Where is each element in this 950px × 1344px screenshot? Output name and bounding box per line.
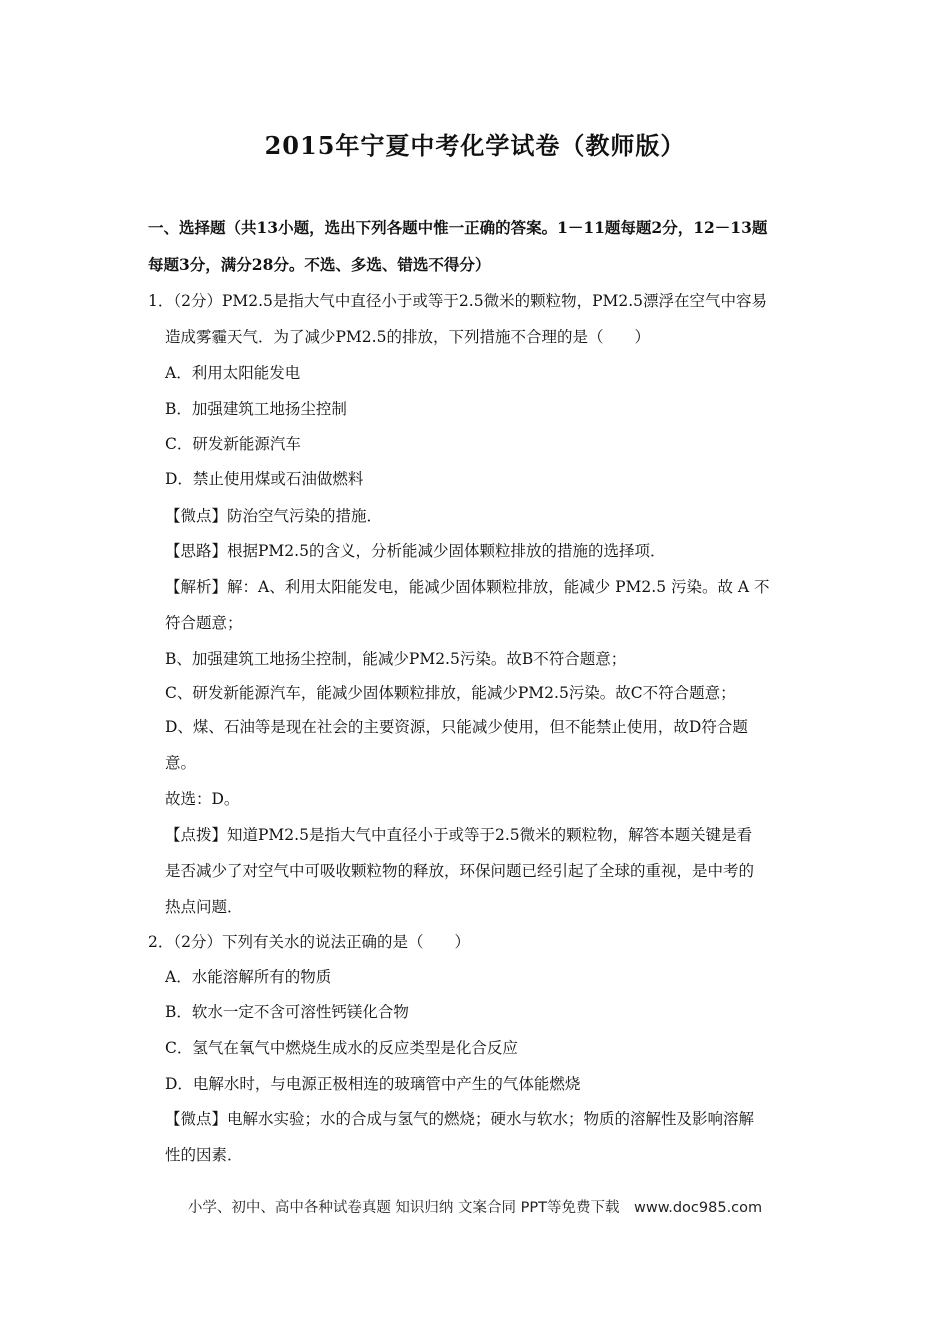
question-2-stem: 2．（2分）下列有关水的说法正确的是（ ）: [148, 933, 470, 951]
question-2-option-c: C．氢气在氧气中燃烧生成水的反应类型是化合反应: [165, 1039, 518, 1057]
question-1-weidian: 【微点】防治空气污染的措施．: [165, 507, 383, 525]
question-2-option-b: B．软水一定不含可溶性钙镁化合物: [165, 1003, 409, 1021]
question-1-jiexi-line-5: D、煤、石油等是现在社会的主要资源，只能减少使用，但不能禁止使用，故D符合题: [165, 718, 748, 736]
question-1-option-d: D．禁止使用煤或石油做燃料: [165, 470, 364, 488]
question-1-jiexi-line-3: B、加强建筑工地扬尘控制，能减少PM2.5污染。故B不符合题意；: [165, 650, 627, 668]
question-2-option-d: D．电解水时，与电源正极相连的玻璃管中产生的气体能燃烧: [165, 1075, 581, 1093]
section-header-line-2: 每题3分，满分28分。不选、多选、错选不得分）: [148, 255, 491, 274]
question-2-weidian-line-2: 性的因素．: [165, 1146, 243, 1164]
question-1-dianbo-line-1: 【点拨】知道PM2.5是指大气中直径小于或等于2.5微米的颗粒物，解答本题关键是看: [165, 826, 753, 844]
section-header-line-1: 一、选择题（共13小题，选出下列各题中惟一正确的答案。1－11题每题2分，12－13题: [148, 218, 768, 237]
question-1-jiexi-line-6: 意。: [165, 754, 197, 772]
question-1-dianbo-line-3: 热点问题．: [165, 898, 243, 916]
question-2-weidian-line-1: 【微点】电解水实验；水的合成与氢气的燃烧；硬水与软水；物质的溶解性及影响溶解: [165, 1110, 755, 1128]
question-1-silu: 【思路】根据PM2.5的含义，分析能减少固体颗粒排放的措施的选择项．: [165, 542, 666, 560]
question-1-jiexi-line-1: 【解析】解：A、利用太阳能发电，能减少固体颗粒排放，能减少 PM2.5 污染。故 A 不: [165, 578, 770, 596]
question-1-jiexi-line-4: C、研发新能源汽车，能减少固体颗粒排放，能减少PM2.5污染。故C不符合题意；: [165, 684, 736, 702]
question-1-option-b: B．加强建筑工地扬尘控制: [165, 400, 347, 418]
question-1-option-c: C．研发新能源汽车: [165, 435, 301, 453]
question-1-option-a: A．利用太阳能发电: [165, 364, 301, 382]
question-2-option-a: A．水能溶解所有的物质: [165, 968, 332, 986]
question-1-answer: 故选：D。: [165, 790, 240, 808]
question-1-dianbo-line-2: 是否减少了对空气中可吸收颗粒物的释放，环保问题已经引起了全球的重视，是中考的: [165, 862, 755, 880]
question-1-stem-line-2: 造成雾霾天气．为了减少PM2.5的排放，下列措施不合理的是（ ）: [165, 328, 650, 346]
question-1-stem-line-1: 1．（2分）PM2.5是指大气中直径小于或等于2.5微米的颗粒物，PM2.5漂浮在空气中容易: [148, 292, 768, 310]
page-footer: 小学、初中、高中各种试卷真题 知识归纳 文案合同 PPT等免费下载 www.doc985.com: [187, 1200, 763, 1216]
question-1-jiexi-line-2: 符合题意；: [165, 614, 243, 632]
document-title: 2015年宁夏中考化学试卷（教师版）: [264, 131, 686, 160]
